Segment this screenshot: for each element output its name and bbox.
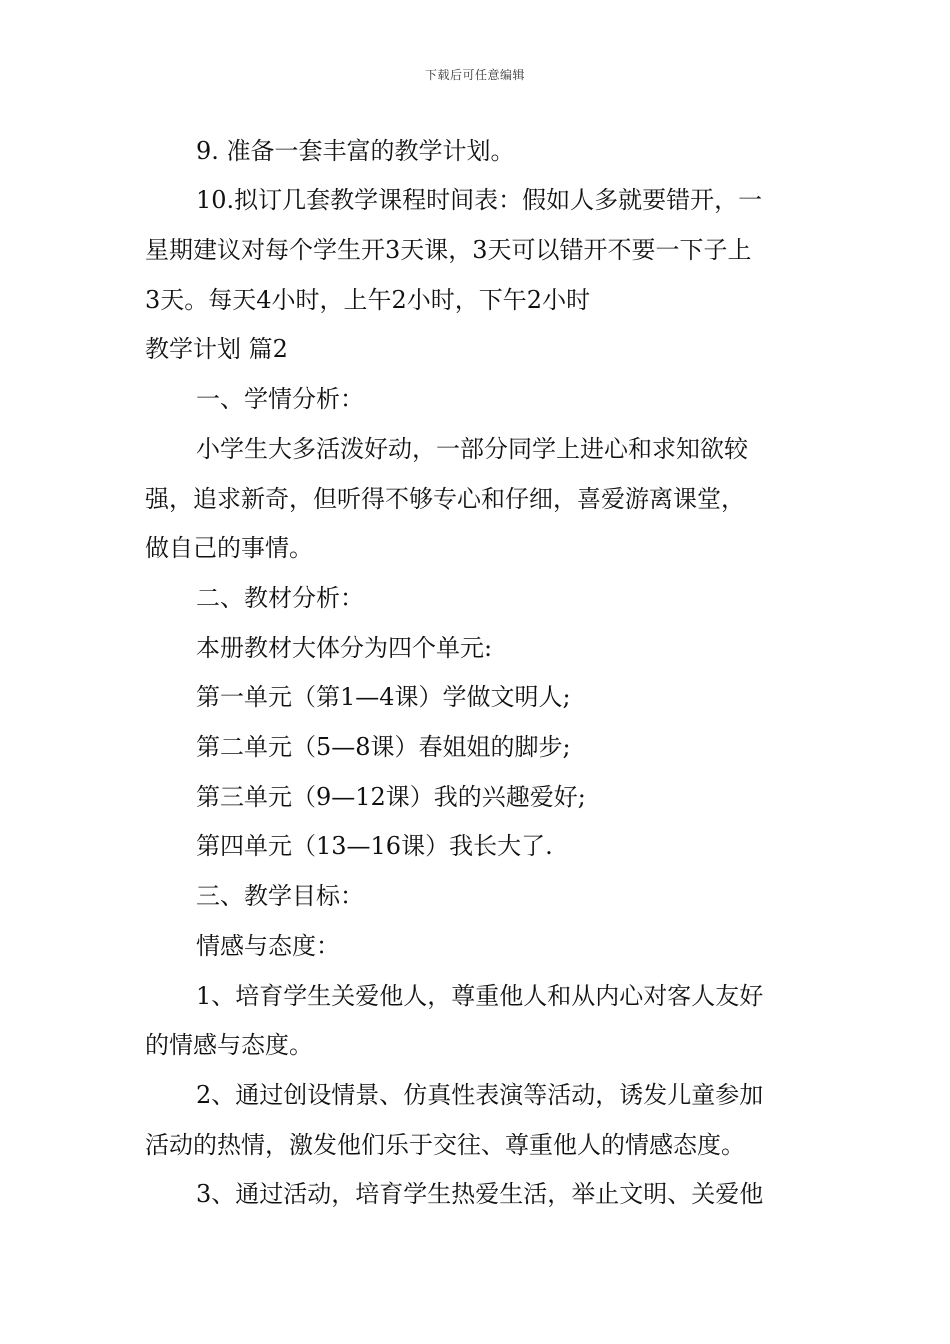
section-heading: 教学计划 篇2 [145,335,288,363]
page-header: 下载后可任意编辑 [424,68,525,82]
text-line: 做自己的事情。 [145,534,313,562]
text-line: 3、通过活动，培育学生热爱生活，举止文明、关爱他 [196,1180,764,1208]
section-subheading: 二、教材分析： [196,584,364,612]
text-line: 第三单元（9—12课）我的兴趣爱好; [196,783,586,811]
text-line: 10.拟订几套教学课程时间表：假如人多就要错开，一 [196,186,763,214]
section-subheading: 三、教学目标： [196,882,364,910]
text-line: 第四单元（13—16课）我长大了. [196,832,553,860]
text-line: 的情感与态度。 [145,1031,313,1059]
text-line: 情感与态度： [196,932,340,960]
text-line: 小学生大多活泼好动，一部分同学上进心和求知欲较 [196,435,748,463]
text-line: 本册教材大体分为四个单元: [196,634,493,662]
text-line: 第一单元（第1—4课）学做文明人; [196,683,571,711]
text-line: 9. 准备一套丰富的教学计划。 [196,137,515,165]
text-line: 星期建议对每个学生开3天课，3天可以错开不要一下子上 [145,236,752,264]
text-line: 2、通过创设情景、仿真性表演等活动，诱发儿童参加 [196,1081,764,1109]
text-line: 1、培育学生关爱他人，尊重他人和从内心对客人友好 [196,982,764,1010]
text-line: 活动的热情，激发他们乐于交往、尊重他人的情感态度。 [145,1131,745,1159]
text-line: 3天。每天4小时，上午2小时，下午2小时 [145,286,591,314]
text-line: 第二单元（5—8课）春姐姐的脚步; [196,733,571,761]
section-subheading: 一、学情分析： [196,385,364,413]
text-line: 强，追求新奇，但听得不够专心和仔细，喜爱游离课堂， [145,485,745,513]
